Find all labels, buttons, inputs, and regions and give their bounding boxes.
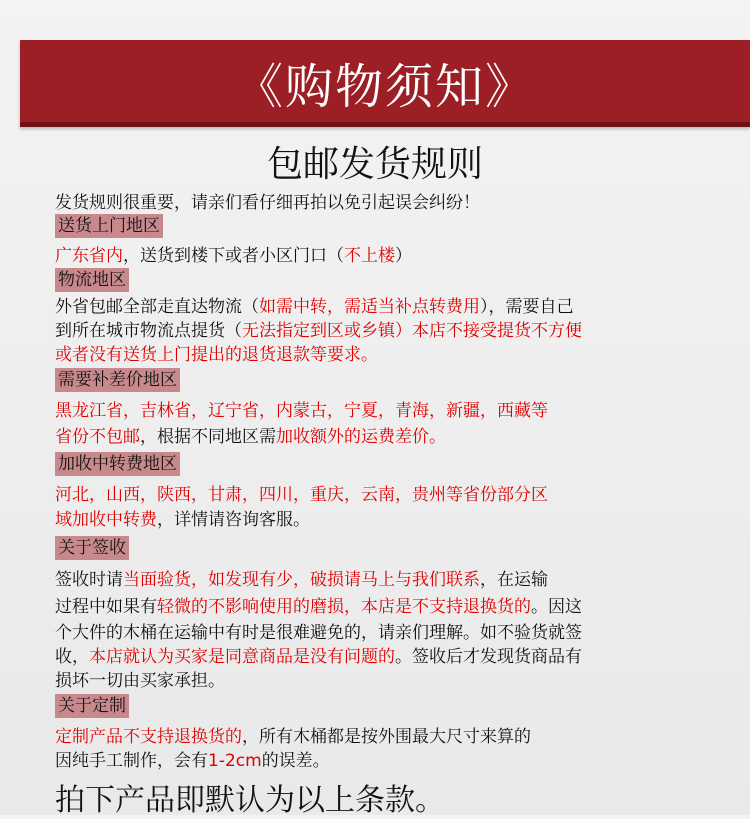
highlighted-text: 加收额外的运费差价。 — [276, 427, 446, 447]
highlighted-text: 如需中转，需适当补点转费用 — [259, 297, 480, 317]
text-segment: ，送货到楼下或者小区门口（ — [123, 246, 344, 266]
section-line — [55, 666, 225, 691]
highlighted-text: ）本店不接受提货不方便 — [395, 321, 582, 341]
section-line — [55, 292, 574, 317]
text-segment: 过程中如果有 — [55, 597, 157, 617]
text-segment: 收， — [55, 647, 89, 667]
text-segment: ），需要自己 — [480, 297, 574, 317]
section-line — [55, 618, 582, 643]
text-segment: 的误差。 — [261, 751, 330, 771]
section-line — [55, 340, 378, 365]
section-tag-surcharge: 需要补差价地区 — [55, 368, 180, 392]
title-banner — [20, 40, 750, 127]
highlighted-text: 1-2cm — [208, 751, 262, 771]
banner-title: 《购物须知》 — [234, 59, 535, 115]
highlighted-text: 省份不包邮 — [55, 427, 140, 447]
text-segment: 外省包邮全部走直达物流（ — [55, 297, 259, 317]
text-segment: ） — [395, 246, 412, 266]
section-tag-receipt: 关于签收 — [55, 536, 129, 560]
highlighted-text: 轻微的不影响使用的磨损，本店是不支持退换货的 — [157, 597, 531, 617]
section-line — [55, 480, 548, 505]
highlighted-text: 或者没有送货上门提出的退货退款等要求。 — [55, 345, 378, 365]
text-segment: 损坏一切由买家承担。 — [55, 671, 225, 691]
section-tag-custom: 关于定制 — [55, 694, 129, 718]
page-subtitle: 包邮发货规则 — [266, 144, 483, 185]
section-line — [55, 722, 531, 747]
section-line — [55, 316, 582, 341]
section-line — [55, 592, 582, 617]
final-statement: 拍下产品即默认为以上条款。 — [55, 783, 445, 818]
section-line — [55, 746, 330, 771]
text-segment: 签收时请 — [55, 570, 123, 590]
highlighted-text: 本店就认为买家是同意商品是没有问题的 — [89, 647, 395, 667]
text-segment: 到所在城市物流点提货（ — [55, 321, 242, 341]
section-line — [55, 241, 412, 266]
highlighted-text: 广东省内 — [55, 246, 123, 266]
highlighted-text: 域加收中转费 — [55, 510, 157, 530]
text-segment: 因纯手工制作，会有 — [55, 751, 208, 771]
text-segment: ，根据不同地区需 — [140, 427, 276, 447]
section-line — [55, 396, 548, 421]
intro-text: 发货规则很重要，请亲们看仔细再拍以免引起误会纠纷！ — [55, 193, 480, 213]
text-segment: ，所有木桶都是按外围最大尺寸来算的 — [242, 727, 531, 747]
section-tag-transfer: 加收中转费地区 — [55, 452, 180, 476]
highlighted-text: 河北，山西，陕西，甘肃，四川，重庆，云南，贵州等省份部分区 — [55, 485, 548, 505]
highlighted-text: 无法指定到区或乡镇 — [242, 321, 395, 341]
text-segment: 个大件的木桶在运输中有时是很难避免的，请亲们理解。如不验货就签 — [55, 623, 582, 643]
highlighted-text: 黑龙江省，吉林省，辽宁省，内蒙古，宁夏，青海，新疆，西藏等 — [55, 401, 548, 421]
section-tag-logistics: 物流地区 — [55, 268, 129, 292]
highlighted-text: 当面验货，如发现有少，破损请马上与我们联系 — [123, 570, 480, 590]
text-segment: 。签收后才发现货商品有 — [395, 647, 582, 667]
section-line — [55, 565, 548, 590]
section-line — [55, 642, 582, 667]
section-line — [55, 422, 446, 447]
section-line — [55, 505, 310, 530]
text-segment: ，详情请咨询客服。 — [157, 510, 310, 530]
text-segment: 。因这 — [531, 597, 582, 617]
highlighted-text: 不上楼 — [344, 246, 395, 266]
text-segment: ，在运输 — [480, 570, 548, 590]
section-tag-doorstep: 送货上门地区 — [55, 214, 163, 238]
highlighted-text: 定制产品不支持退换货的 — [55, 727, 242, 747]
